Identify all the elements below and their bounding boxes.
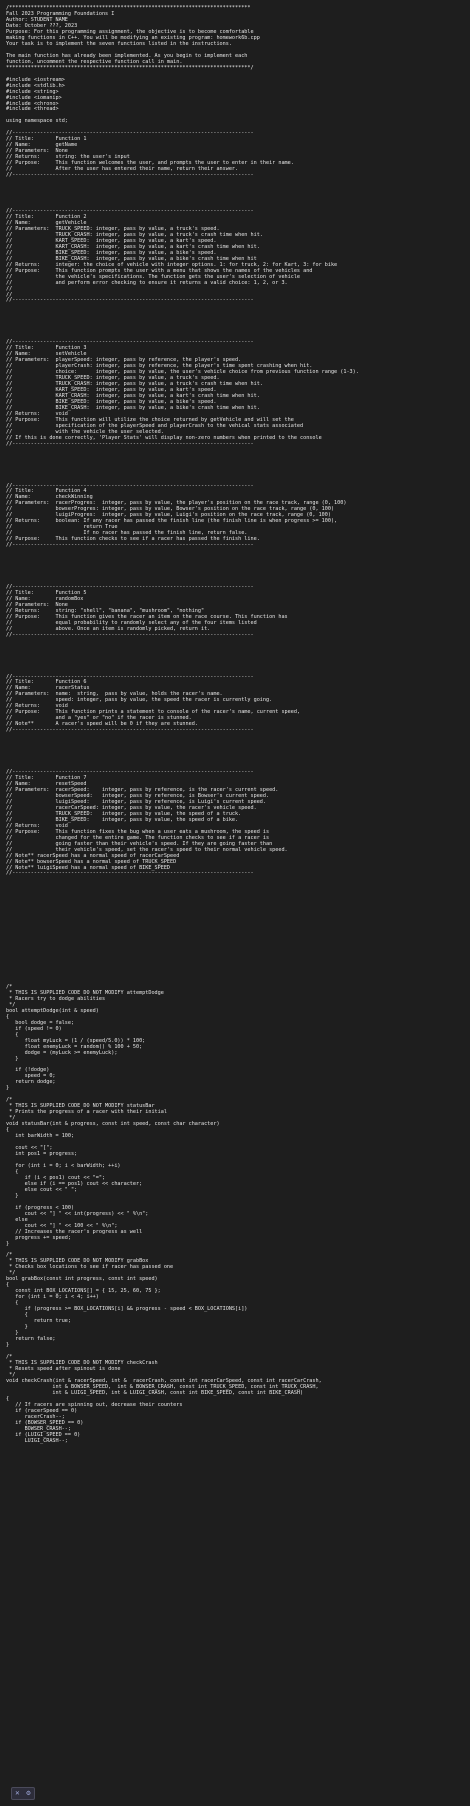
code-line: // KART_CRASH: integer, pass by value, a kart's crash time when hit.	[6, 243, 260, 250]
code-line: //------------------------------------------------------------------------------	[6, 207, 254, 214]
code-line: * Resets speed after spinout is done	[6, 1365, 121, 1372]
code-line: // TRUCK_CRASH: integer, pass by value, a truck's crash time when hit.	[6, 231, 263, 238]
code-line: // above. Once an item is randomly picked, return it.	[6, 625, 211, 632]
code-line: // KART_SPEED: integer, pass by value, a kart's speed.	[6, 387, 217, 393]
code-line: * THIS IS SUPPLIED CODE DO NOT MODIFY attemptDodge	[6, 989, 164, 996]
code-line: // Title: Function 2	[6, 213, 87, 220]
code-line: using namespace std;	[6, 118, 68, 125]
code-line: // BIKE_SPEED: integer, pass by value, the speed of a bike.	[6, 816, 239, 823]
code-line: * THIS IS SUPPLIED CODE DO NOT MODIFY statusBar	[6, 1103, 155, 1110]
code-line: //------------------------------------------------------------------------------	[6, 172, 254, 179]
code-line: if (progress < 100)	[6, 1204, 75, 1211]
code-line: // Returns: void	[6, 822, 68, 829]
code-line: /*	[6, 983, 13, 990]
code-line: if (i < pos1) cout << "=";	[6, 1174, 106, 1181]
code-line: // bowserProgres: integer, pass by value, Bowser's position on the race track, range (0, 100)	[6, 506, 335, 513]
code-line: // Name: setVehicle	[6, 351, 87, 358]
code-line: #include <string>	[6, 88, 59, 95]
code-line: #include <iostream>	[6, 76, 65, 83]
code-line: {	[6, 1013, 10, 1020]
code-line: // KART_CRASH: integer, pass by value, a kart's crash time when hit.	[6, 392, 260, 399]
code-line: }	[6, 1192, 19, 1199]
code-line: * Racers try to dodge abilities	[6, 995, 106, 1002]
code-line: // Returns: integer: the choice of vehicle with integer options. 1: for truck, 2: for Kart, 3: for bike	[6, 261, 338, 268]
code-line: // KART_SPEED: integer, pass by value, a kart's speed.	[6, 237, 217, 244]
code-line: for (int i = 0; i < barWidth; ++i)	[6, 1162, 121, 1169]
code-line: {	[6, 1031, 19, 1038]
code-line: void statusBar(int & progress, const int speed, const char character)	[6, 1121, 220, 1128]
code-line: }	[6, 1085, 10, 1092]
code-line: Purpose: For this programming assignment, the objective is to become comfortable	[6, 28, 254, 35]
code-line: // Increases the racer's progress as well	[6, 1228, 143, 1235]
code-line: // Purpose: This function prints a statement to console of the racer's name, current speed,	[6, 709, 301, 716]
code-line: // speed: integer, pass by value, the speed the racer is currently going.	[6, 697, 273, 704]
code-line: /*	[6, 1353, 13, 1360]
code-line: // luigiSpeed: integer, pass by reference, is Luigi's current speed.	[6, 798, 266, 805]
code-line: // the vehicle's specifications. The function gets the user's selection of vehicle	[6, 273, 301, 280]
code-line: // their vehicle's speed, set the racer's speed to their normal vehicle speed.	[6, 846, 288, 853]
code-line: // luigiProgres: integer, pass by value, Luigi's position on the race track, range (0, 100)	[6, 512, 331, 519]
code-line: /******************************************************************************	[6, 5, 251, 11]
code-line: // Name: checkWinning	[6, 494, 93, 501]
code-line: const int BOX_LOCATIONS[] = { 15, 25, 60, 75 };	[6, 1288, 161, 1295]
code-line: // Parameters: playerSpeed: integer, pass by reference, the player's speed.	[6, 357, 242, 364]
code-line: // Parameters: None	[6, 601, 68, 608]
code-line: }	[6, 1330, 19, 1337]
code-line: // Parameters: name: string, pass by value, holds the racer's name.	[6, 691, 223, 698]
code-line: //------------------------------------------------------------------------------	[6, 769, 254, 775]
code-line: for (int i = 0; i < 4; i++)	[6, 1294, 99, 1301]
editor-overlay-widget[interactable]	[11, 1787, 35, 1800]
code-line: // TRUCK_CRASH: integer, pass by value, a truck's crash time when hit.	[6, 381, 263, 388]
code-line: }	[6, 1055, 19, 1062]
code-line: //------------------------------------------------------------------------------	[6, 631, 254, 638]
code-line: // return True	[6, 524, 118, 531]
code-line: }	[6, 1240, 10, 1247]
code-line: // Title: Function 1	[6, 136, 87, 143]
code-line: // If racers are spinning out, decrease their counters	[6, 1401, 183, 1408]
code-line: // Note** A racer's speed will be 0 if they are stunned.	[6, 721, 198, 728]
code-line: int barWidth = 100;	[6, 1133, 75, 1140]
code-line: Your task is to implement the seven functions listed in the instructions.	[6, 40, 232, 47]
code-line: // TRUCK_SPEED: integer, pass by value, the speed of a truck.	[6, 810, 242, 817]
code-line: if (racerSpeed == 0)	[6, 1407, 78, 1414]
code-line: {	[6, 1300, 19, 1307]
code-line: * THIS IS SUPPLIED CODE DO NOT MODIFY checkCrash	[6, 1359, 158, 1366]
code-line: racerCrash--;	[6, 1413, 65, 1420]
code-line: // Title: Function 4	[6, 488, 87, 495]
code-line: // Name: getName	[6, 142, 78, 149]
code-line: speed = 0;	[6, 1073, 56, 1080]
code-line: }	[6, 1342, 10, 1348]
code-line: making functions in C++. You will be modifying an existing program: homework6b.cpp	[6, 34, 260, 41]
code-line: //------------------------------------------------------------------------------	[6, 440, 254, 447]
code-line: // BIKE_CRASH: integer, pass by value, a bike's crash time when hit.	[6, 404, 260, 411]
code-line: // Title: Function 6	[6, 679, 87, 686]
code-line: The main function has already been implemented. As you begin to implement each	[6, 52, 248, 59]
code-line: return false;	[6, 1336, 56, 1343]
code-line: // Parameters: racerSpeed: integer, pass by reference, is the racer's current speed.	[6, 786, 279, 793]
code-line: // BIKE_CRASH: integer, pass by value, a bike's crash time when hit	[6, 255, 257, 262]
code-line: else	[6, 1216, 28, 1223]
code-line: // Returns: void	[6, 703, 68, 710]
code-line: Date: October ???, 2023	[6, 22, 78, 29]
overlay-icon: ✕	[14, 1789, 20, 1797]
code-line: cout << "] " << 100 << " %\n";	[6, 1222, 118, 1229]
code-line: */	[6, 1001, 16, 1008]
code-line: * Checks box locations to see if racer has passed one	[6, 1264, 174, 1271]
code-line: // playerCrash: integer, pass by reference, the player's time spent crashing when hit.	[6, 363, 313, 370]
code-line: // Note** luigiSpeed has a normal speed of BIKE_SPEED	[6, 864, 171, 871]
code-line: return true;	[6, 1318, 71, 1325]
code-line: // BIKE_SPEED: integer, pass by value, a bike's speed.	[6, 249, 217, 256]
code-line: // Parameters: TRUCK_SPEED: integer, pass by value, a truck's speed.	[6, 225, 220, 232]
code-line: //------------------------------------------------------------------------------	[6, 130, 254, 137]
code-line: // Title: Function 3	[6, 345, 87, 352]
code-line: //------------------------------------------------------------------------------	[6, 542, 254, 549]
code-line: Author: STUDENT NAME	[6, 16, 68, 23]
code-line: cout << "[";	[6, 1145, 53, 1152]
code-line: // After the user has entered their name, return their answer.	[6, 166, 239, 173]
code-line: if (progress >= BOX_LOCATIONS[i] && progress - speed < BOX_LOCATIONS[i])	[6, 1306, 248, 1313]
code-line: // Name: resetSpeed	[6, 780, 87, 787]
code-line: //------------------------------------------------------------------------------	[6, 482, 254, 489]
code-line: // with the vehicle the user selected.	[6, 428, 164, 435]
code-line: // Returns: string: "shell", "banana", "mushroom", "nothing"	[6, 607, 205, 614]
code-line: // changed for the entire game. The function checks to see if a racer is	[6, 834, 270, 841]
code-line: //	[6, 285, 13, 292]
code-line: bool dodge = false;	[6, 1019, 75, 1026]
code-line: bool grabBox(const int progress, const int speed)	[6, 1276, 158, 1283]
code-line: #include <thread>	[6, 106, 59, 113]
code-line: // Purpose: This function fixes the bug when a user eats a mushroom, the speed is	[6, 828, 270, 835]
code-line: */	[6, 1371, 16, 1378]
code-line: // Parameters: None	[6, 148, 68, 155]
code-line: /*	[6, 1097, 13, 1104]
code-line: void checkCrash(int & racerSpeed, int & racerCrash, const int racerCarSpeed, const int racerCarCrash,	[6, 1377, 322, 1384]
code-line: Fall 2023 Programming Foundations I	[6, 10, 115, 17]
code-line: /*	[6, 1252, 13, 1259]
code-line: float enemyLuck = random() % 100 + 50;	[6, 1043, 143, 1050]
code-line: // TRUCK_SPEED: integer, pass by value, a truck's speed.	[6, 375, 220, 382]
code-line: else if (i == pos1) cout << character;	[6, 1180, 143, 1187]
code-line: LUIGI_CRASH--;	[6, 1437, 68, 1444]
code-line: //------------------------------------------------------------------------------	[6, 583, 254, 590]
code-line: if (!dodge)	[6, 1067, 50, 1074]
code-line: {	[6, 1127, 10, 1134]
code-line: // Purpose: This function will utilize the choice returned by getVehicle and will set the	[6, 416, 294, 423]
code-line: //	[6, 291, 13, 298]
code-line: #include <iomanip>	[6, 94, 62, 101]
code-line: bool attemptDodge(int & speed)	[6, 1007, 99, 1014]
code-line: // If this is done correctly, 'Player Stats' will display non-zero numbers when printed to the console	[6, 434, 322, 441]
code-line: // Returns: boolean: If any racer has passed the finish line (the finish line is when progress >= 100),	[6, 518, 338, 525]
code-line: */	[6, 1270, 16, 1277]
code-line: // Title: Function 5	[6, 589, 87, 596]
code-line: cout << "] " << int(progress) << " %\n";	[6, 1210, 149, 1217]
code-line: #include <stdlib.h>	[6, 82, 65, 89]
code-line: // bowserSpeed: integer, pass by reference, is Bowser's current speed.	[6, 792, 270, 799]
code-line: // and perform error checking to ensure it returns a valid choice: 1, 2, or 3.	[6, 279, 288, 286]
code-line: int & BOWSER_SPEED, int & BOWSER_CRASH, const int TRUCK_SPEED, const int TRUCK_CRASH,	[6, 1383, 319, 1390]
code-line: // Name: getVehicle	[6, 219, 87, 226]
code-line: // Name: randomBox	[6, 595, 84, 602]
code-line: dodge = (myLuck >= enemyLuck);	[6, 1049, 118, 1056]
code-line: //------------------------------------------------------------------------------	[6, 339, 254, 346]
code-line: int & LUIGI_SPEED, int & LUIGI_CRASH, const int BIKE_SPEED, const int BIKE_CRASH)	[6, 1389, 304, 1396]
code-line: // racerCarSpeed: integer, pass by value, the racer's vehicle speed.	[6, 804, 257, 811]
code-line: // Title: Function 7	[6, 774, 87, 781]
code-line: //------------------------------------------------------------------------------	[6, 870, 254, 877]
code-line: *******************************************************************************/	[6, 64, 254, 71]
code-line: }	[6, 1324, 28, 1331]
code-line: #include <chrono>	[6, 100, 59, 107]
code-line: // and a "yes" or "no" if the racer is stunned.	[6, 715, 192, 722]
code-line: // Note** racerSpeed has a normal speed of racerCarSpeed	[6, 852, 180, 859]
code-line: {	[6, 1395, 10, 1402]
code-line: // Purpose: This function prompts the user with a menu that shows the names of the vehicles and	[6, 267, 313, 274]
code-line: // Parameters: racerProgres: integer, pass by value, the player's position on the race track, range (0, 100)	[6, 500, 347, 507]
code-line: //------------------------------------------------------------------------------	[6, 297, 254, 304]
code-line: // equal probability to randomly select any of the four items listed	[6, 619, 257, 626]
code-line: {	[6, 1312, 28, 1319]
code-line: // Returns: void	[6, 410, 68, 417]
code-line: // choice: integer, pass by value, the user's vehicle choice from previous function range (1-3).	[6, 369, 359, 376]
code-line: int pos1 = progress;	[6, 1151, 78, 1157]
code-line: // BIKE_SPEED: integer, pass by value, a bike's speed.	[6, 398, 217, 405]
code-line: // If no racer has passed the finish line, return false.	[6, 530, 248, 537]
code-line: // Returns: string: the user's input	[6, 154, 130, 161]
code-line: // Purpose: This function checks to see if a racer has passed the finish line.	[6, 536, 260, 543]
code-line: float myLuck = (1 / (speed/5.0)) * 100;	[6, 1037, 146, 1044]
code-line: progress += speed;	[6, 1234, 71, 1241]
code-line: if (BOWSER_SPEED == 0)	[6, 1419, 84, 1426]
code-line: BOWSER_CRASH--;	[6, 1425, 71, 1432]
code-line: {	[6, 1168, 19, 1175]
code-line: //------------------------------------------------------------------------------	[6, 727, 254, 734]
source-code[interactable]	[6, 5, 359, 1443]
code-line: function, uncomment the respective function call in main.	[6, 58, 183, 65]
code-line: // specification of the playerSpeed and playerCrash to the vehical stats associated	[6, 422, 304, 429]
code-line: * THIS IS SUPPLIED CODE DO NOT MODIFY grabBox	[6, 1258, 149, 1265]
code-line: return dodge;	[6, 1079, 56, 1086]
overlay-settings-icon: ⚙	[25, 1789, 32, 1797]
code-line: else cout << " ";	[6, 1186, 78, 1193]
code-line: // Name: racerStatus	[6, 685, 90, 692]
code-line: //------------------------------------------------------------------------------	[6, 673, 254, 680]
code-line: // Purpose: This function gives the racer an item on the race course. This function has	[6, 613, 288, 620]
code-line: // Note** bowserSpeed has a normal speed of TRUCK_SPEED	[6, 858, 177, 865]
code-line: if (LUIGI_SPEED == 0)	[6, 1431, 81, 1438]
code-line: // going faster than their vehicle's speed. If they are going faster than	[6, 840, 273, 847]
code-line: // Purpose: This function welcomes the user, and prompts the user to enter in their name.	[6, 160, 294, 167]
code-line: if (speed != 0)	[6, 1025, 62, 1032]
code-line: * Prints the progress of a racer with their initial	[6, 1109, 167, 1116]
code-line: {	[6, 1282, 10, 1289]
code-line: */	[6, 1115, 16, 1122]
